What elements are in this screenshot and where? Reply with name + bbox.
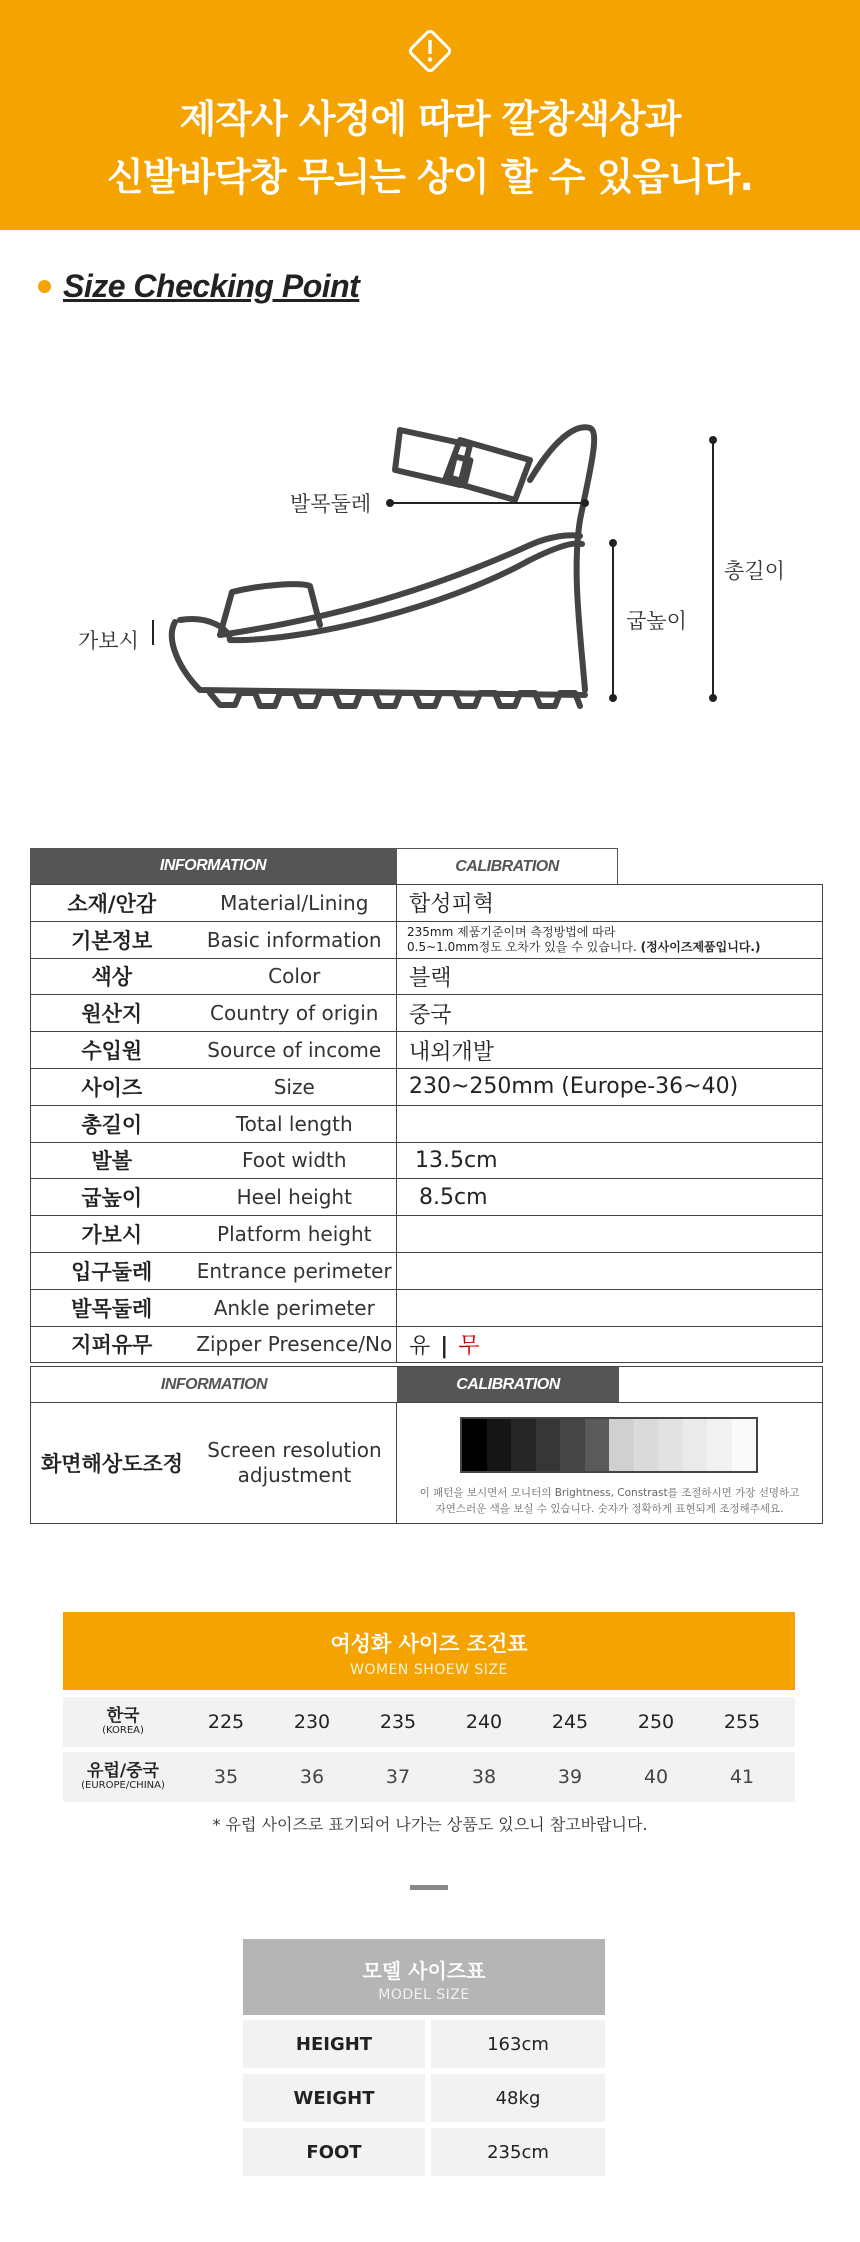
europe-label-sub: (EUROPE/CHINA) [81, 1779, 165, 1791]
label-heel-height: 굽높이 [626, 609, 687, 633]
row-label-en: Zipper Presence/No [193, 1326, 397, 1363]
bullet-dot-icon [38, 280, 51, 293]
gray-swatch [683, 1419, 708, 1471]
row-value: 중국 [397, 995, 823, 1032]
row-label-en: Source of income [193, 1032, 397, 1069]
shoe-diagram [60, 410, 820, 730]
tab-information: INFORMATION [30, 848, 396, 884]
row-label-en: Size [193, 1068, 397, 1105]
row-label-en: Entrance perimeter [193, 1252, 397, 1289]
zipper-separator: | [440, 1333, 449, 1359]
korea-label-text: 한국 [106, 1705, 140, 1726]
section-title [38, 268, 359, 305]
row-label-ko: 수입원 [31, 1032, 193, 1069]
row-label-en: Material/Lining [193, 885, 397, 922]
row-label-ko: 색상 [31, 958, 193, 995]
gray-swatch [462, 1419, 487, 1471]
korea-label [63, 1705, 183, 1737]
gray-swatch [732, 1419, 757, 1471]
zipper-value [397, 1326, 823, 1363]
row-label-ko: 입구둘레 [31, 1252, 193, 1289]
row-label-ko: 굽높이 [31, 1179, 193, 1216]
model-size-title: 모델 사이즈표 [362, 1959, 486, 1983]
size-cell: 245 [551, 1711, 589, 1733]
table-row [31, 1216, 823, 1253]
warning-diamond-icon [405, 26, 455, 76]
screen-calibration-row [30, 1402, 823, 1524]
warning-banner [0, 0, 860, 230]
calibration-panel [397, 1403, 822, 1523]
zipper-no: 무 [458, 1333, 480, 1359]
table-row [31, 885, 823, 922]
gray-swatch [658, 1419, 683, 1471]
row-value: 합성피혁 [397, 885, 823, 922]
calibration-note-line-1: 이 패턴을 보시면서 모니터의 Brightness, Constrast를 조절하시면 가장 선명하고 [419, 1487, 800, 1499]
row-value: 내외개발 [397, 1032, 823, 1069]
row-value: 230~250mm (Europe-36~40) [397, 1068, 823, 1105]
row-value [397, 1216, 823, 1253]
grayscale-calibration-bar [460, 1417, 758, 1473]
screen-label-ko: 화면해상도조정 [40, 1452, 183, 1476]
row-label-en: Color [193, 958, 397, 995]
row-label-ko: 가보시 [31, 1216, 193, 1253]
gray-swatch [536, 1419, 561, 1471]
table-row [31, 995, 823, 1032]
korea-size-row [63, 1697, 795, 1747]
row-value [397, 1105, 823, 1142]
tab-information-2: INFORMATION [160, 1376, 268, 1393]
size-cell: 38 [471, 1766, 497, 1788]
row-label-en: Platform height [193, 1216, 397, 1253]
size-cell: 37 [385, 1766, 411, 1788]
women-size-subtitle: WOMEN SHOEW SIZE [350, 1662, 508, 1678]
row-label-ko: 원산지 [31, 995, 193, 1032]
model-size-subtitle: MODEL SIZE [378, 1987, 470, 2003]
model-key: WEIGHT [243, 2074, 425, 2122]
row-value: 블랙 [397, 958, 823, 995]
table-row [31, 1179, 823, 1216]
korea-label-sub: (KOREA) [102, 1724, 144, 1736]
tab-calibration: CALIBRATION [396, 848, 618, 884]
europe-label-text: 유럽/중국 [87, 1760, 159, 1781]
banner-line-2: 신발바닥창 무늬는 상이 할 수 있읍니다. [107, 155, 753, 199]
tab-calibration-2: CALIBRATION [397, 1367, 619, 1403]
model-size-header [243, 1939, 605, 2015]
model-key: FOOT [243, 2128, 425, 2176]
table-row [31, 1142, 823, 1179]
size-cell: 36 [299, 1766, 325, 1788]
size-cell: 225 [207, 1711, 245, 1733]
women-size-header [63, 1612, 795, 1690]
europe-label [63, 1760, 183, 1792]
gray-swatch [585, 1419, 610, 1471]
model-row-height [243, 2020, 605, 2068]
label-ankle: 발목둘레 [290, 492, 372, 516]
gray-swatch [634, 1419, 659, 1471]
row-label-en: Heel height [193, 1179, 397, 1216]
row-label-en: Country of origin [193, 995, 397, 1032]
size-cell: 235 [379, 1711, 417, 1733]
table-row [31, 1105, 823, 1142]
size-cell: 35 [213, 1766, 239, 1788]
row-label-ko: 발볼 [31, 1142, 193, 1179]
model-row-foot [243, 2128, 605, 2176]
model-value: 163cm [431, 2020, 605, 2068]
calibration-note [397, 1485, 822, 1517]
gray-swatch [707, 1419, 732, 1471]
row-label-ko: 발목둘레 [31, 1289, 193, 1326]
calibration-tab-row [30, 1366, 823, 1402]
women-size-note: * 유럽 사이즈로 표기되어 나가는 상품도 있으니 참고바랍니다. [212, 1815, 648, 1834]
product-info-table [30, 884, 823, 1363]
gray-swatch [609, 1419, 634, 1471]
wedge-sandal-icon [60, 410, 820, 730]
size-cell: 39 [557, 1766, 583, 1788]
row-label-en: Basic information [193, 921, 397, 958]
table-row [31, 958, 823, 995]
gray-swatch [560, 1419, 585, 1471]
row-value: 13.5cm [397, 1142, 823, 1179]
row-value [397, 1289, 823, 1326]
model-key: HEIGHT [243, 2020, 425, 2068]
row-label-en: Ankle perimeter [193, 1289, 397, 1326]
row-label-en: Foot width [193, 1142, 397, 1179]
row-label-ko: 사이즈 [31, 1068, 193, 1105]
size-cell: 41 [729, 1766, 755, 1788]
size-cell: 255 [723, 1711, 761, 1733]
size-cell: 250 [637, 1711, 675, 1733]
size-cell: 240 [465, 1711, 503, 1733]
gray-swatch [487, 1419, 512, 1471]
row-label-ko: 기본정보 [31, 921, 193, 958]
label-platform: 가보시 [78, 629, 139, 653]
section-title-text: Size Checking Point [63, 268, 360, 304]
size-cell: 230 [293, 1711, 331, 1733]
row-label-en: Total length [193, 1105, 397, 1142]
basic-info-line-2: 0.5~1.0mm정도 오차가 있을 수 있습니다. [407, 939, 637, 954]
banner-line-1: 제작사 사정에 따라 깔창색상과 [179, 97, 681, 141]
table-row [31, 1252, 823, 1289]
row-label-ko: 총길이 [31, 1105, 193, 1142]
row-value [397, 1252, 823, 1289]
screen-label-en: Screen resolution adjustment [193, 1403, 397, 1523]
label-total-length: 총길이 [724, 559, 785, 583]
zipper-yes: 유 [409, 1333, 431, 1359]
section-divider [410, 1885, 448, 1890]
model-value: 235cm [431, 2128, 605, 2176]
table-row [31, 1289, 823, 1326]
basic-info-line-1: 235mm 제품기준이며 측정방법에 따라 [407, 924, 616, 939]
row-label-ko: 소재/안감 [31, 885, 193, 922]
table-row [31, 1326, 823, 1363]
women-size-title: 여성화 사이즈 조건표 [330, 1632, 528, 1656]
table-row [31, 921, 823, 958]
size-cell: 40 [643, 1766, 669, 1788]
model-row-weight [243, 2074, 605, 2122]
model-value: 48kg [431, 2074, 605, 2122]
basic-info-bold: (정사이즈제품입니다.) [640, 939, 761, 954]
europe-size-row [63, 1752, 795, 1802]
table-row [31, 1032, 823, 1069]
gray-swatch [511, 1419, 536, 1471]
row-value: 8.5cm [397, 1179, 823, 1216]
calibration-note-line-2: 자연스러운 색을 보실 수 있습니다. 숫자가 정확하게 표현되게 조정해주세요. [435, 1503, 784, 1515]
row-label-ko: 지퍼유무 [31, 1326, 193, 1363]
row-value [397, 921, 823, 958]
table-row [31, 1068, 823, 1105]
